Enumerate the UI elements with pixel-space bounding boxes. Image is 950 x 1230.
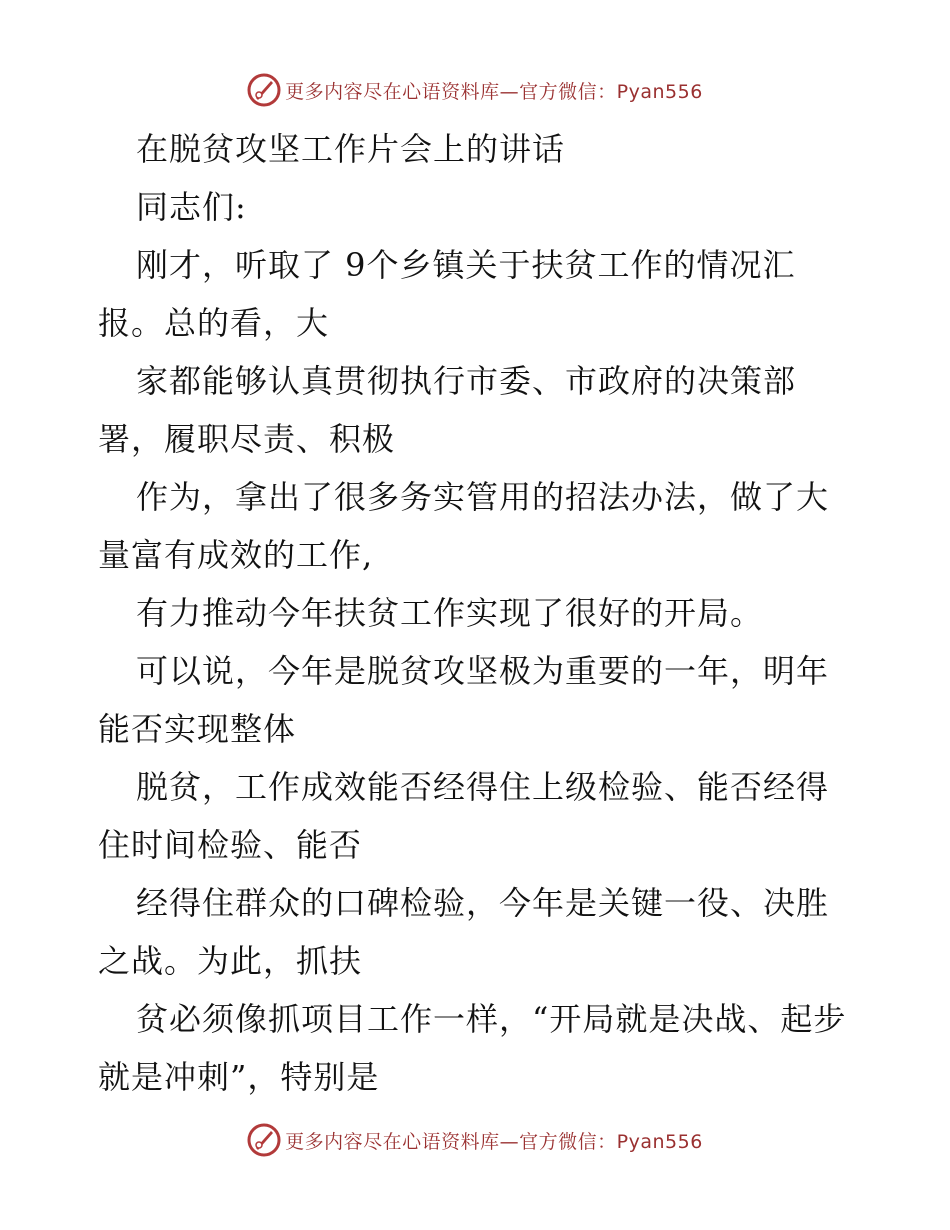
paragraph: 作为，拿出了很多务实管用的招法办法，做了大量富有成效的工作, — [98, 478, 830, 574]
paragraph: 有力推动今年扶贫工作实现了很好的开局。 — [136, 594, 764, 632]
paragraph: 经得住群众的口碑检验，今年是关键一役、决胜之战。为此，抓扶 — [98, 884, 830, 980]
header-watermark — [0, 70, 950, 110]
paragraph: 可以说，今年是脱贫攻坚极为重要的一年，明年能否实现整体 — [98, 652, 830, 748]
watermark-text: 更多内容尽在心语资料库—官方微信：Pyan556 — [285, 80, 703, 103]
document-title: 在脱贫攻坚工作片会上的讲话 — [136, 130, 566, 168]
document-body — [98, 120, 858, 1106]
footer-watermark — [0, 1120, 950, 1160]
greeting: 同志们: — [136, 188, 247, 226]
paragraph: 家都能够认真贯彻执行市委、市政府的决策部署，履职尽责、积极 — [98, 362, 797, 458]
quill-seal-icon — [247, 73, 281, 107]
paragraph: 贫必须像抓项目工作一样，“开局就是决战、起步就是冲刺”，特别是 — [98, 1000, 847, 1096]
quill-seal-icon — [247, 1123, 281, 1157]
paragraph: 脱贫，工作成效能否经得住上级检验、能否经得住时间检验、能否 — [98, 768, 830, 864]
paragraph: 刚才，听取了 9个乡镇关于扶贫工作的情况汇报。总的看，大 — [98, 246, 796, 342]
watermark-text: 更多内容尽在心语资料库—官方微信：Pyan556 — [285, 1130, 703, 1153]
